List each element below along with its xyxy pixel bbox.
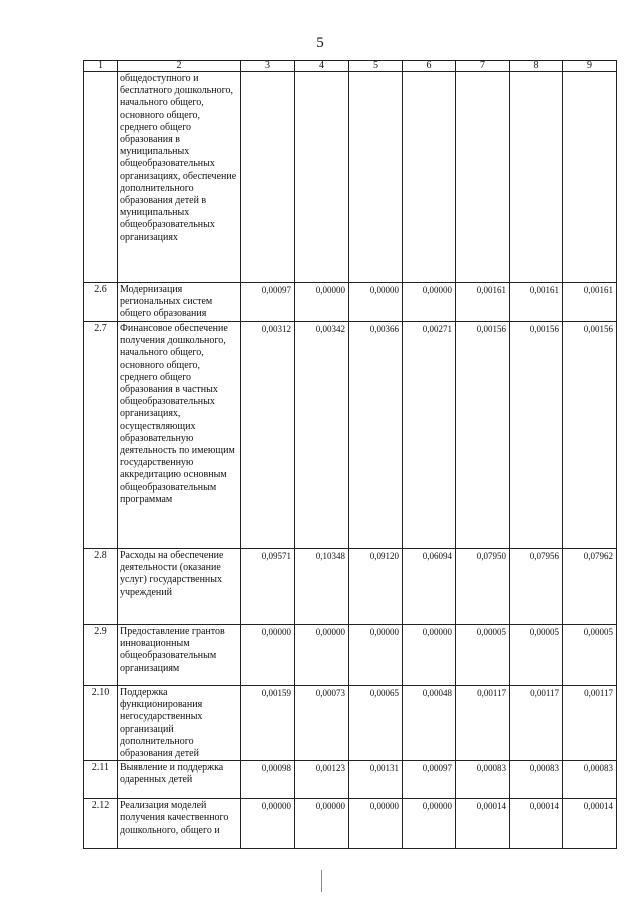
cell-value: 0,00117 — [563, 686, 617, 761]
cell-value: 0,00000 — [349, 625, 403, 686]
row-number: 2.12 — [84, 799, 118, 849]
cell-value — [510, 72, 563, 283]
cell-value: 0,00123 — [295, 761, 349, 799]
column-header: 9 — [563, 61, 617, 72]
cell-value: 0,00131 — [349, 761, 403, 799]
cell-value: 0,00161 — [510, 283, 563, 322]
cell-value: 0,00014 — [563, 799, 617, 849]
cell-value — [295, 72, 349, 283]
cell-value: 0,00097 — [241, 283, 295, 322]
table-row — [84, 799, 617, 849]
cell-value — [456, 72, 510, 283]
cell-value: 0,00000 — [403, 625, 456, 686]
column-header: 8 — [510, 61, 563, 72]
row-number: 2.9 — [84, 625, 118, 686]
cell-value: 0,00098 — [241, 761, 295, 799]
cell-value: 0,00083 — [456, 761, 510, 799]
row-name: Предоставление грантов инновационным общеобразовательным организациям — [118, 625, 241, 686]
cell-value: 0,00005 — [563, 625, 617, 686]
table-row — [84, 322, 617, 549]
cell-value: 0,10348 — [295, 549, 349, 625]
cell-value — [349, 72, 403, 283]
cell-value: 0,00342 — [295, 322, 349, 549]
cell-value: 0,00000 — [295, 799, 349, 849]
cell-value: 0,00000 — [349, 283, 403, 322]
table-row — [84, 283, 617, 322]
cell-value: 0,00271 — [403, 322, 456, 549]
table-row — [84, 72, 617, 283]
cell-value: 0,00156 — [563, 322, 617, 549]
cell-value: 0,00000 — [349, 799, 403, 849]
cell-value: 0,00048 — [403, 686, 456, 761]
column-header: 2 — [118, 61, 241, 72]
row-number: 2.11 — [84, 761, 118, 799]
row-number: 2.6 — [84, 283, 118, 322]
row-number — [84, 72, 118, 283]
row-name: Расходы на обеспечение деятельности (оказание услуг) государственных учреждений — [118, 549, 241, 625]
table-row — [84, 625, 617, 686]
cell-value: 0,00097 — [403, 761, 456, 799]
cell-value: 0,07950 — [456, 549, 510, 625]
row-name: Выявление и поддержка одаренных детей — [118, 761, 241, 799]
column-header: 7 — [456, 61, 510, 72]
cell-value: 0,09571 — [241, 549, 295, 625]
cell-value: 0,00083 — [563, 761, 617, 799]
page-number: 5 — [316, 35, 324, 51]
cell-value: 0,09120 — [349, 549, 403, 625]
row-name: Поддержка функционирования негосударственных организаций дополнительного образования детей — [118, 686, 241, 761]
cell-value: 0,00117 — [456, 686, 510, 761]
cell-value: 0,00065 — [349, 686, 403, 761]
cell-value: 0,00312 — [241, 322, 295, 549]
column-header: 6 — [403, 61, 456, 72]
row-number: 2.8 — [84, 549, 118, 625]
cell-value: 0,00014 — [456, 799, 510, 849]
cell-value: 0,00000 — [241, 625, 295, 686]
data-table — [83, 60, 617, 849]
cell-value: 0,00000 — [241, 799, 295, 849]
cell-value: 0,00000 — [295, 625, 349, 686]
row-name: Реализация моделей получения качественного дошкольного, общего и — [118, 799, 241, 849]
cell-value: 0,00005 — [510, 625, 563, 686]
column-header: 5 — [349, 61, 403, 72]
column-header: 4 — [295, 61, 349, 72]
cell-value — [563, 72, 617, 283]
cell-value — [241, 72, 295, 283]
row-name: Модернизация региональных систем общего образования — [118, 283, 241, 322]
row-name: общедоступного и бесплатного дошкольного, начального общего, основного общего, среднего общего образования в муниципальных общеобразовательных организациях, обеспечение дополнительного образования детей в муниципальных общеобразовательных организациях — [118, 72, 241, 283]
cell-value: 0,00156 — [510, 322, 563, 549]
cell-value: 0,00117 — [510, 686, 563, 761]
row-number: 2.10 — [84, 686, 118, 761]
cell-value: 0,07962 — [563, 549, 617, 625]
cell-value: 0,00005 — [456, 625, 510, 686]
table-row — [84, 549, 617, 625]
row-number: 2.7 — [84, 322, 118, 549]
cell-value: 0,00000 — [403, 283, 456, 322]
table-row — [84, 686, 617, 761]
cell-value: 0,00159 — [241, 686, 295, 761]
column-header: 3 — [241, 61, 295, 72]
cell-value: 0,00161 — [563, 283, 617, 322]
scan-mark — [321, 870, 322, 892]
table-header-row — [84, 61, 617, 72]
cell-value: 0,00014 — [510, 799, 563, 849]
cell-value: 0,00073 — [295, 686, 349, 761]
cell-value: 0,07956 — [510, 549, 563, 625]
cell-value: 0,00161 — [456, 283, 510, 322]
cell-value — [403, 72, 456, 283]
row-name: Финансовое обеспечение получения дошкольного, начального общего, основного общего, среднего общего образования в частных общеобразовательных организациях, осуществляющих образовательную деятельность по имеющим государственную аккредитацию основным общеобразовательным программам — [118, 322, 241, 549]
table-row — [84, 761, 617, 799]
cell-value: 0,00156 — [456, 322, 510, 549]
cell-value: 0,00366 — [349, 322, 403, 549]
cell-value: 0,06094 — [403, 549, 456, 625]
cell-value: 0,00083 — [510, 761, 563, 799]
cell-value: 0,00000 — [403, 799, 456, 849]
column-header: 1 — [84, 61, 118, 72]
cell-value: 0,00000 — [295, 283, 349, 322]
